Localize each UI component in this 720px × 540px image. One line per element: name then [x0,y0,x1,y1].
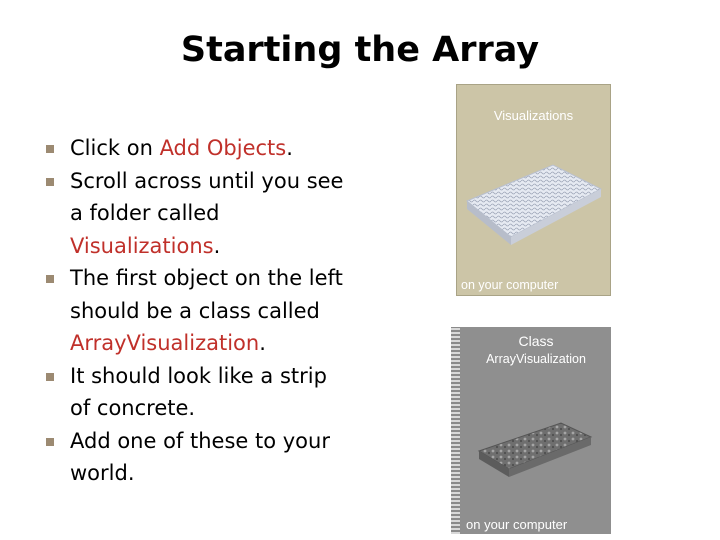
bullet-highlight: Add Objects [159,136,287,160]
bullet-highlight: ArrayVisualization [70,331,260,355]
bullet-square-icon [46,178,54,186]
bullet-item [45,425,345,490]
bullet-square-icon [46,373,54,381]
bullet-text: Scroll across until you see a folder called [70,168,344,225]
concrete-strip-icon [475,413,595,483]
class-title: Class [518,333,554,349]
bullet-item [45,262,345,360]
bullet-text: Add one of these to your world. [70,428,330,485]
class-name: ArrayVisualization [486,352,586,366]
bullet-item [45,132,345,165]
bullet-text: The first object on the left should be a class called [70,266,343,323]
bullet-text-end: . [286,136,293,160]
visualizations-folder-tile[interactable] [456,84,611,296]
bullet-square-icon [46,438,54,446]
class-footer: on your computer [466,517,568,532]
folder-footer: on your computer [461,278,559,292]
tile-edge-strip [451,327,460,534]
array-visualization-class-tile[interactable] [451,327,611,534]
bullet-highlight: Visualizations [70,233,214,258]
bullet-item [45,165,345,263]
folder-title: Visualizations [493,108,574,123]
bullet-square-icon [46,275,54,283]
bullet-text-end: . [213,233,221,258]
bullet-square-icon [46,145,54,153]
bullet-list [45,132,345,490]
bullet-item [45,360,345,425]
bullet-text: Click on [70,136,160,160]
bullet-text: It should look like a strip of concrete. [70,363,327,420]
bullet-text-end: . [259,331,266,355]
concrete-slab-icon [461,131,607,281]
slide-title: Starting the Array [180,30,540,70]
